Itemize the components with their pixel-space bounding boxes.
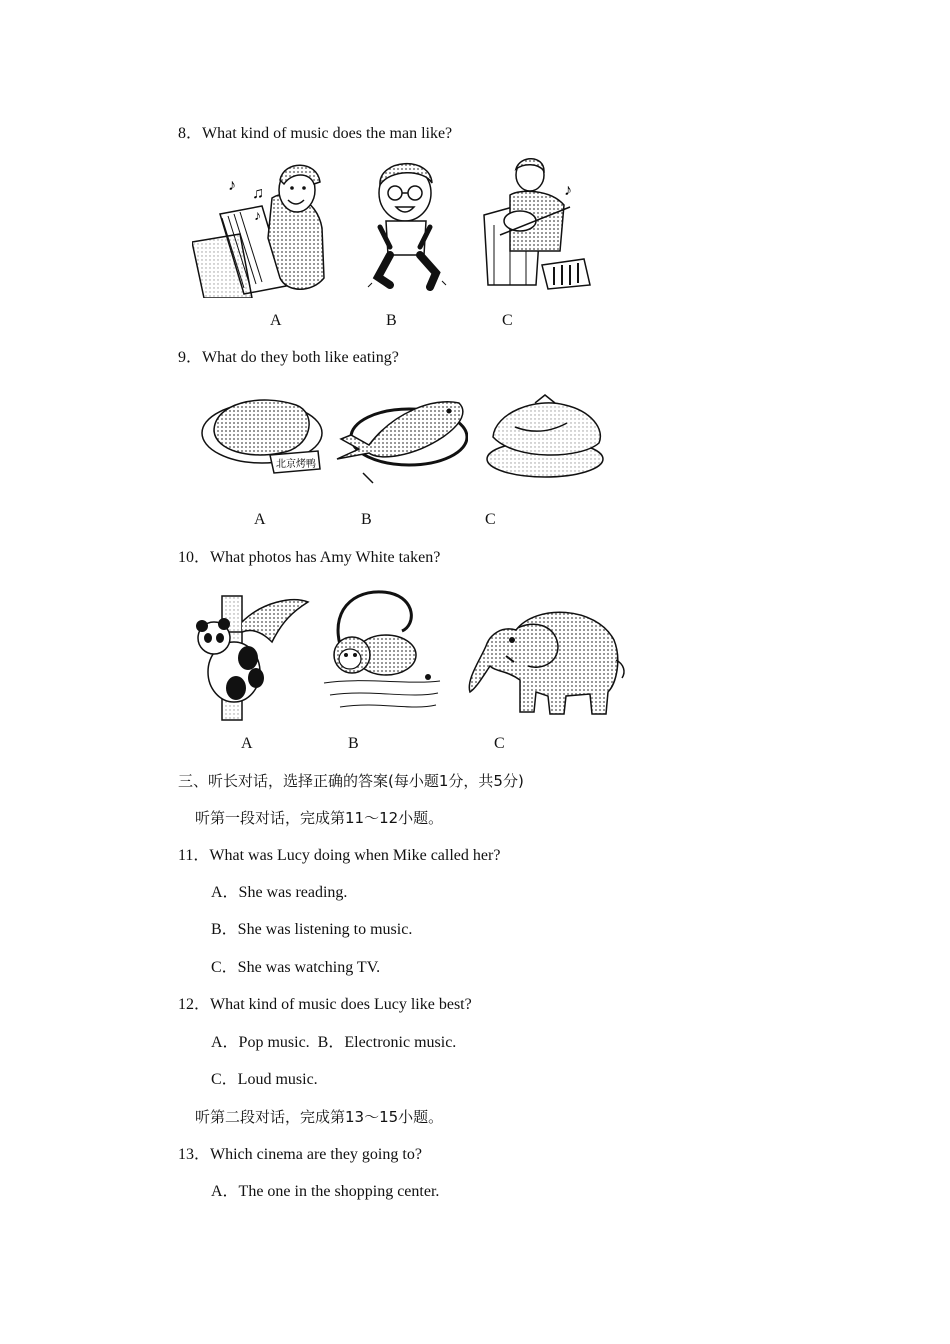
svg-text:♪: ♪ [564, 182, 572, 199]
q12-options-a-b: A．Pop music. B．Electronic music. [211, 1034, 457, 1051]
panda-picture [192, 592, 312, 722]
question-13: 13．Which cinema are they going to? [178, 1146, 422, 1163]
q10-option-a-label: A [241, 735, 253, 752]
svg-text:♫: ♫ [252, 185, 264, 202]
q10-option-b-label: B [348, 735, 359, 752]
chicken-picture [485, 393, 610, 483]
violin-player-picture [480, 155, 600, 295]
question-12: 12．What kind of music does Lucy like best? [178, 996, 472, 1013]
svg-text:♪: ♪ [254, 209, 261, 224]
q9-option-c-label: C [485, 511, 496, 528]
dialogue-1-instruction: 听第一段对话，完成第11～12小题。 [195, 809, 444, 827]
q11-option-c: C．She was watching TV. [211, 959, 381, 976]
fish-picture [333, 393, 468, 488]
q9-option-a-label: A [254, 511, 266, 528]
monkey-picture [320, 585, 445, 715]
elephant-picture [466, 600, 631, 718]
question-10: 10．What photos has Amy White taken? [178, 549, 441, 566]
q11-option-b: B．She was listening to music. [211, 921, 413, 938]
question-11: 11．What was Lucy doing when Mike called her? [178, 847, 501, 864]
question-8: 8．What kind of music does the man like? [178, 125, 453, 142]
question-9: 9．What do they both like eating? [178, 349, 399, 366]
svg-text:♪: ♪ [228, 177, 236, 194]
piano-player-picture [192, 158, 332, 298]
roast-duck-picture [200, 393, 325, 483]
q11-option-a: A．She was reading. [211, 884, 348, 901]
duck-sign-text: 北京烤鸭 [276, 459, 316, 470]
q8-option-a-label: A [270, 312, 282, 329]
q10-option-c-label: C [494, 735, 505, 752]
q8-option-b-label: B [386, 312, 397, 329]
q8-option-c-label: C [502, 312, 513, 329]
dancing-man-picture [360, 155, 460, 295]
dialogue-2-instruction: 听第二段对话，完成第13～15小题。 [195, 1108, 444, 1126]
q13-option-a: A．The one in the shopping center. [211, 1183, 440, 1200]
q9-option-b-label: B [361, 511, 372, 528]
section-3-title: 三、听长对话，选择正确的答案(每小题1分，共5分) [178, 772, 524, 790]
q12-option-c: C．Loud music. [211, 1071, 318, 1088]
